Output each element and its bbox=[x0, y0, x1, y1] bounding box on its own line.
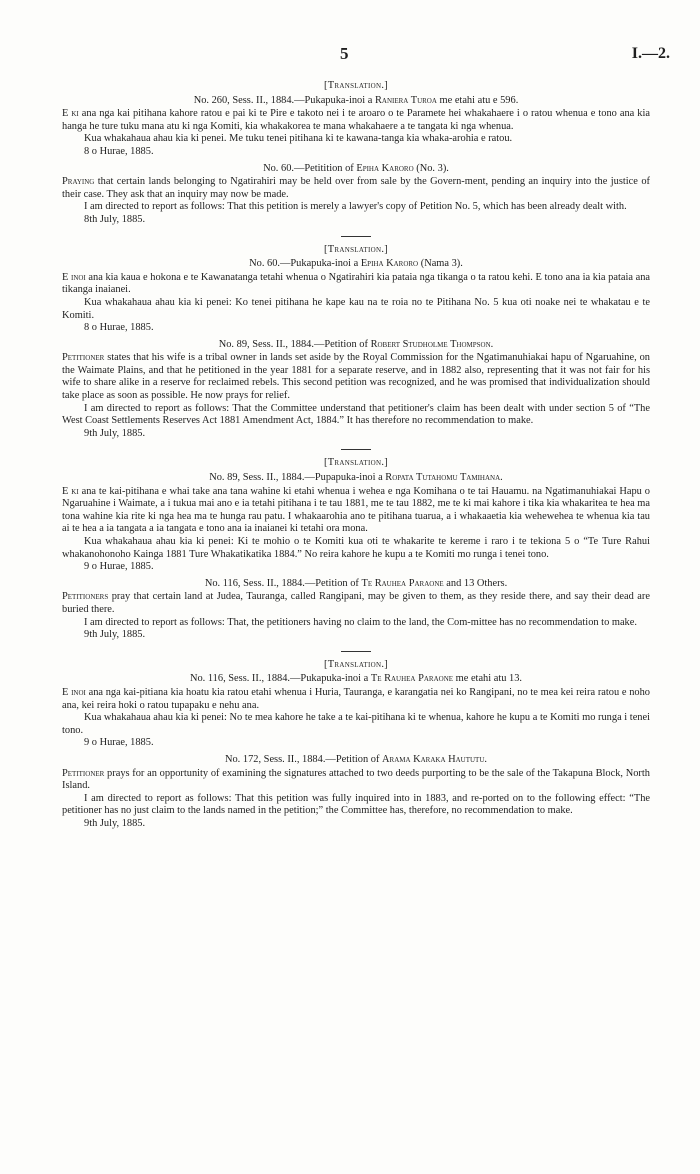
report-date: 8th July, 1885. bbox=[84, 213, 146, 225]
committee-report: Kua whakahaua ahau kia ki penei: Ki te mohio o te Komiti kua oti te whakarite te kereme i raro i te tekiona 5 o “Te Ture Rahui whakanohonoho Kainga 1881 Ture Whakatikatika 1884.” No reira kahore he kupu a te Komiti mo runga i tenei tono. bbox=[62, 536, 650, 560]
petition-heading: No. 260, Sess. II., 1884.—Pukapuka-inoi a Raniera Turoa me etahi atu e 596. bbox=[193, 94, 519, 106]
petition-heading: No. 60.—Petitition of Epiha Karoro (No. 3). bbox=[263, 162, 449, 174]
petition-section bbox=[62, 659, 650, 750]
petitioner-name: Te Rauhea Paraone bbox=[370, 673, 454, 685]
petition-body: E ki ana te kai-pitihana e whai take ana tana wahine ki etahi whenua i wehea e nga Komihana o te tai Hauamu. na Ngatimanuhiakai Hapu o Ngaruahine i Waimate, a i tukua mai ano e ia tetahi pitihana i te tau 1881, me te tau 1882, me te ki mai kahore i tika kia whakaritea te hea ma tona wahine kia rite ki nga hea ma te hunga rau patu. I whakaarohia ano te pitihana tuarua, a i whakaaetia kia wehewehea te whenua kia tau ai te hea a ia tangata a ia tangata e tono ana ia inaianei ki tetahi ora mona. bbox=[62, 485, 650, 535]
committee-report: I am directed to report as follows: That this petition was fully inquired into in 1883, and re-ported on to the following effect: “The petitioner has no just claim to the lands named in the petition;” the Committee has, therefore, no recommendation to make. bbox=[62, 792, 650, 817]
page-number: 5 bbox=[340, 44, 349, 63]
petitioner-name: Te Rauhea Paraone bbox=[361, 577, 444, 589]
petition-heading: No. 89, Sess. II., 1884.—Petition of Robert Studholme Thompson. bbox=[218, 338, 494, 350]
petitioner-name: Epiha Karoro bbox=[360, 258, 419, 270]
petition-heading: No. 89, Sess. II., 1884.—Pupapuka-inoi a Ropata Tutahomu Tamihana. bbox=[209, 472, 503, 484]
committee-report: I am directed to report as follows: That the Committee understand that petitioner's claim has been dealt with under section 5 of “The West Coast Settlements Reserves Act 1881 Amendment Act, 1884.” It has therefore no recommendation to make. bbox=[62, 402, 650, 427]
committee-report: Kua whakahaua ahau kia ki penei. Me tuku tenei pitihana ki te kawana-tanga kia whaka-arohia e ratou. bbox=[84, 133, 513, 145]
petitioner-name: Epiha Karoro bbox=[356, 162, 414, 174]
section-divider bbox=[341, 651, 371, 652]
page-header bbox=[62, 44, 670, 74]
petition-body: Petitioner prays for an opportunity of examining the signatures attached to two deeds purporting to be the sale of the Takapuna Block, North Island. bbox=[62, 767, 650, 792]
paper-code: I.—2. bbox=[631, 45, 670, 62]
report-date: 9th July, 1885. bbox=[84, 427, 146, 439]
section-divider bbox=[341, 236, 371, 237]
committee-report: Kua whakahaua ahau kia ki penei: Ko tenei pitihana he kape kau na te roia no te Pitihana No. 5 kua oti noake nei te whakatau e te Komiti. bbox=[62, 296, 650, 321]
section-divider bbox=[341, 449, 371, 450]
petition-body: Petitioner states that his wife is a tribal owner in lands set aside by the Royal Commission for the Ngatimanuhiakai hapu of Ngaruahine, on the Waimate Plains, and that he petitioned in the year 1881 for a separate reserve, and in 1882 also, representing that it was not fair for his wife to share alike in a reserve for reclaimed rebels. This second petition was recognized, and he was promised that individualization should take place as soon as possible. He now prays for relief. bbox=[62, 352, 650, 402]
petition-body: Praying that certain lands belonging to Ngatirahiri may be held over from sale by the Govern-ment, pending an inquiry into the justice of their case. They ask that an inquiry may now be made. bbox=[62, 176, 650, 200]
petition-body: E inoi ana nga kai-pitiana kia hoatu kia ratou etahi whenua i Huria, Tauranga, e karangatia nei ko Rangipani, no te mea kei reira ratou e noho ana, kei reira hoki o ratou tupapaku e nehu ana. bbox=[62, 686, 651, 711]
petition-section bbox=[62, 244, 650, 335]
petition-heading: No. 172, Sess. II., 1884.—Petition of Arama Karaka Haututu. bbox=[224, 753, 487, 765]
petition-section bbox=[62, 339, 650, 441]
petition-section bbox=[62, 754, 650, 831]
petitioner-name: Arama Karaka Haututu. bbox=[382, 753, 487, 765]
report-date: 8 o Hurae, 1885. bbox=[84, 322, 154, 334]
petitioner-name: Raniera Turoa bbox=[374, 94, 437, 106]
translation-label: [Translation.] bbox=[323, 457, 388, 469]
petition-body: Petitioners pray that certain land at Judea, Tauranga, called Rangipani, may be given to them, as they reside there, and say their dead are buried there. bbox=[62, 591, 650, 615]
petition-body: E inoi ana kia kaua e hokona e te Kawanatanga tetahi whenua o Ngatirahiri kia pataia nga tikanga o ta ratou kehi. E tono ana ia kia pataia ana tikanga inaianei. bbox=[62, 271, 650, 296]
report-date: 9 o Hurae, 1885. bbox=[84, 737, 154, 749]
petition-section bbox=[62, 578, 650, 642]
petition-section bbox=[62, 457, 650, 573]
report-date: 8 o Hurae, 1885. bbox=[84, 145, 154, 157]
petitioner-name: Ropata Tutahomu Tamihana. bbox=[385, 472, 503, 484]
translation-label: [Translation.] bbox=[323, 243, 388, 255]
report-date: 9th July, 1885. bbox=[84, 629, 146, 641]
report-date: 9th July, 1885. bbox=[84, 817, 146, 829]
petition-section bbox=[62, 80, 650, 159]
petition-body: E ki ana nga kai pitihana kahore ratou e pai ki te Pire e takoto nei i te aroaro o te Paramete hei whakahaere i o ratou whenua e tono ana kia hanga he ture tuku mana atu ki nga Komiti, kia whakakorea te mana whakahaere a te tangata ki nga whenua. bbox=[62, 108, 650, 132]
petition-heading: No. 116, Sess. II., 1884.—Petition of Te Rauhea Paraone and 13 Others. bbox=[204, 577, 508, 589]
document-page bbox=[62, 44, 670, 834]
translation-label: [Translation.] bbox=[323, 80, 388, 91]
committee-report: Kua whakahaua ahau kia ki penei: No te mea kahore he take a te kai-pitihana ki te whenua, kahore he kupu a te Komiti mo runga i tenei tono. bbox=[62, 712, 650, 736]
committee-report: I am directed to report as follows: That this petition is merely a lawyer's copy of Petition No. 5, which has been already dealt with. bbox=[84, 201, 627, 213]
petition-heading: No. 60.—Pukapuka-inoi a Epiha Karoro (Nama 3). bbox=[249, 258, 463, 270]
petition-section bbox=[62, 163, 650, 227]
petitioner-name: Robert Studholme Thompson. bbox=[370, 338, 494, 350]
translation-label: [Translation.] bbox=[323, 658, 388, 670]
report-date: 9 o Hurae, 1885. bbox=[84, 561, 154, 573]
petition-heading: No. 116, Sess. II., 1884.—Pukapuka-inoi a Te Rauhea Paraone me etahi atu 13. bbox=[189, 673, 523, 685]
committee-report: I am directed to report as follows: That, the petitioners having no claim to the land, the Com-mittee has no recommendation to make. bbox=[84, 616, 637, 628]
